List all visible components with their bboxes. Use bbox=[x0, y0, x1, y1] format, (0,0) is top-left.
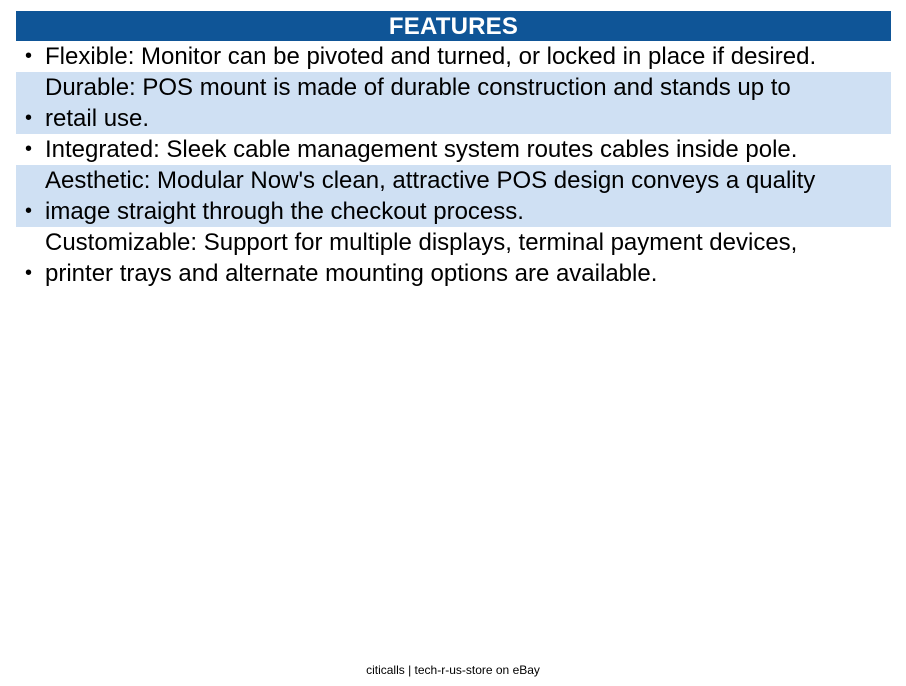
feature-aesthetic bbox=[16, 165, 891, 227]
features-table bbox=[16, 11, 891, 289]
feature-text: Customizable: Support for multiple displays, terminal payment devices, bbox=[45, 229, 798, 256]
bullet-icon: • bbox=[25, 262, 33, 284]
feature-durable bbox=[16, 72, 891, 134]
feature-text: image straight through the checkout process. bbox=[45, 198, 524, 225]
feature-text: Aesthetic: Modular Now's clean, attractive POS design conveys a quality bbox=[45, 167, 816, 194]
feature-flexible bbox=[16, 41, 891, 72]
feature-customizable bbox=[16, 227, 891, 289]
bullet-icon: • bbox=[25, 200, 33, 222]
feature-text: Durable: POS mount is made of durable construction and stands up to bbox=[45, 74, 791, 101]
features-header: FEATURES bbox=[16, 11, 891, 41]
bullet-icon: • bbox=[25, 107, 33, 129]
feature-integrated bbox=[16, 134, 891, 165]
feature-text: printer trays and alternate mounting options are available. bbox=[45, 260, 658, 287]
feature-text: Flexible: Monitor can be pivoted and turned, or locked in place if desired. bbox=[45, 43, 817, 70]
bullet-icon: • bbox=[25, 138, 33, 160]
bullet-icon: • bbox=[25, 45, 33, 67]
feature-text: Integrated: Sleek cable management system routes cables inside pole. bbox=[45, 136, 798, 163]
feature-text: retail use. bbox=[45, 105, 150, 132]
footer-credit: citicalls | tech-r-us-store on eBay bbox=[366, 663, 540, 677]
